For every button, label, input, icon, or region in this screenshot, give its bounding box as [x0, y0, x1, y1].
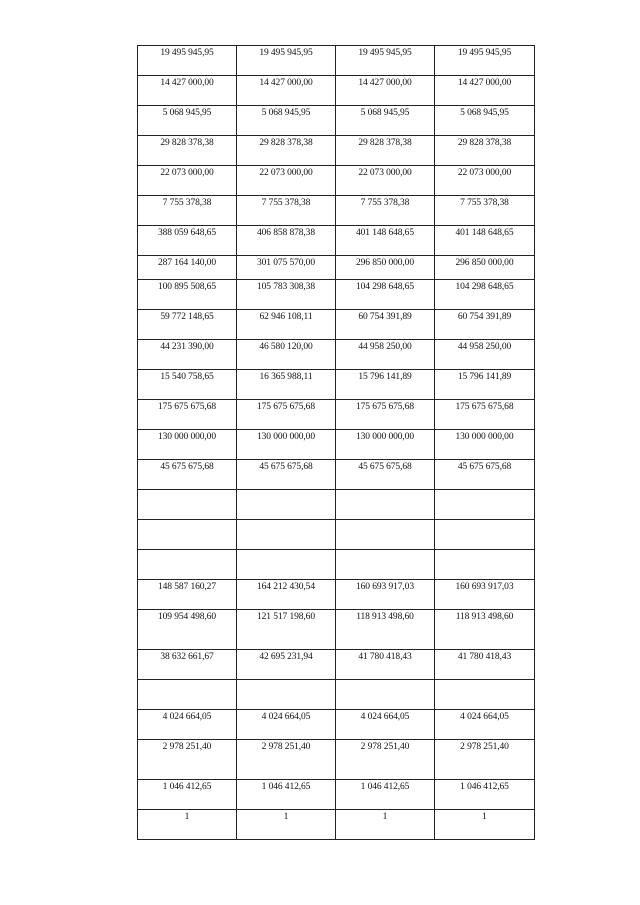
- table-cell: [237, 106, 336, 136]
- table-cell: [435, 580, 535, 610]
- table-cell: [138, 106, 237, 136]
- table-row: [138, 370, 535, 400]
- table-cell: [435, 340, 535, 370]
- table-cell: [138, 780, 237, 810]
- table-row: [138, 310, 535, 340]
- table-cell: [435, 310, 535, 340]
- cell-value: 104 298 648,65: [455, 282, 514, 292]
- table-cell: [138, 46, 237, 76]
- cell-value: 29 828 378,38: [358, 138, 412, 148]
- table-cell: [237, 310, 336, 340]
- table-cell: [138, 430, 237, 460]
- table-row: [138, 226, 535, 256]
- table-cell: [138, 460, 237, 490]
- table-cell: [435, 196, 535, 226]
- table-cell: [237, 490, 336, 520]
- cell-value: 45 675 675,68: [457, 462, 512, 472]
- cell-value: 5 068 945,95: [460, 108, 509, 118]
- table-cell: [138, 166, 237, 196]
- cell-value: 5 068 945,95: [261, 108, 311, 118]
- cell-value: 38 632 661,67: [160, 652, 214, 662]
- table-row: [138, 430, 535, 460]
- table-cell: [138, 610, 237, 650]
- table-cell: [336, 550, 435, 580]
- cell-value: 5 068 945,95: [162, 108, 212, 118]
- table-cell: [336, 520, 435, 550]
- table-cell: [336, 430, 435, 460]
- cell-value: 1: [283, 812, 289, 822]
- table-cell: [435, 810, 535, 840]
- table-cell: [138, 740, 237, 780]
- cell-value: 5 068 945,95: [360, 108, 410, 118]
- table-cell: [237, 810, 336, 840]
- cell-value: 118 913 498,60: [455, 612, 514, 622]
- table-cell: [435, 226, 535, 256]
- cell-value: [237, 490, 335, 492]
- table-cell: [237, 280, 336, 310]
- cell-value: [138, 490, 236, 492]
- cell-value: 175 675 675,68: [356, 402, 414, 412]
- cell-value: 401 148 648,65: [455, 228, 514, 238]
- table-cell: [237, 166, 336, 196]
- table-row: [138, 650, 535, 680]
- table-cell: [138, 580, 237, 610]
- table-cell: [237, 46, 336, 76]
- table-cell: [336, 256, 435, 280]
- cell-value: 45 675 675,68: [358, 462, 412, 472]
- table-row: [138, 780, 535, 810]
- cell-value: 2 978 251,40: [162, 742, 212, 752]
- table-cell: [336, 710, 435, 740]
- cell-value: [336, 550, 434, 552]
- table-row: [138, 340, 535, 370]
- table-cell: [435, 740, 535, 780]
- table-cell: [138, 520, 237, 550]
- cell-value: 175 675 675,68: [158, 402, 216, 412]
- table-cell: [435, 710, 535, 740]
- cell-value: 301 075 570,00: [257, 258, 315, 268]
- table-cell: [237, 136, 336, 166]
- cell-value: [435, 520, 534, 522]
- cell-value: 14 427 000,00: [358, 78, 412, 88]
- table-cell: [237, 650, 336, 680]
- table-row: [138, 280, 535, 310]
- cell-value: 60 754 391,89: [358, 312, 412, 322]
- cell-value: 7 755 378,38: [460, 198, 509, 208]
- cell-value: 287 164 140,00: [158, 258, 216, 268]
- table-cell: [336, 136, 435, 166]
- table-cell: [237, 370, 336, 400]
- cell-value: 14 427 000,00: [457, 78, 512, 88]
- cell-value: [435, 490, 534, 492]
- table-cell: [336, 340, 435, 370]
- table-cell: [336, 680, 435, 710]
- cell-value: 15 796 141,89: [358, 372, 412, 382]
- table-row: [138, 810, 535, 840]
- cell-value: [336, 490, 434, 492]
- cell-value: 4 024 664,05: [261, 712, 311, 722]
- cell-value: 160 693 917,03: [455, 582, 514, 592]
- table-cell: [336, 106, 435, 136]
- table-row: [138, 76, 535, 106]
- table-row: [138, 740, 535, 780]
- table-cell: [138, 370, 237, 400]
- cell-value: 19 495 945,95: [259, 48, 313, 58]
- table-cell: [237, 740, 336, 780]
- cell-value: 1 046 412,65: [460, 782, 509, 792]
- cell-value: 16 365 988,11: [259, 372, 313, 382]
- table-cell: [435, 430, 535, 460]
- cell-value: 7 755 378,38: [261, 198, 311, 208]
- table-row: [138, 550, 535, 580]
- table-cell: [237, 710, 336, 740]
- cell-value: 41 780 418,43: [358, 652, 412, 662]
- table-cell: [336, 580, 435, 610]
- cell-value: 118 913 498,60: [356, 612, 414, 622]
- table-cell: [138, 810, 237, 840]
- table-cell: [237, 256, 336, 280]
- cell-value: [336, 680, 434, 682]
- budget-table: [137, 45, 535, 840]
- table-cell: [336, 650, 435, 680]
- table-cell: [435, 280, 535, 310]
- cell-value: 401 148 648,65: [356, 228, 414, 238]
- table-cell: [237, 430, 336, 460]
- cell-value: [138, 520, 236, 522]
- cell-value: [435, 550, 534, 552]
- table-row: [138, 610, 535, 650]
- cell-value: [138, 550, 236, 552]
- table-cell: [435, 370, 535, 400]
- table-cell: [336, 226, 435, 256]
- cell-value: 42 695 231,94: [259, 652, 313, 662]
- table-row: [138, 520, 535, 550]
- table-cell: [237, 196, 336, 226]
- cell-value: 45 675 675,68: [259, 462, 313, 472]
- table-cell: [336, 780, 435, 810]
- table-cell: [336, 740, 435, 780]
- cell-value: 109 954 498,60: [158, 612, 216, 622]
- table-row: [138, 196, 535, 226]
- table-cell: [435, 490, 535, 520]
- table-cell: [138, 136, 237, 166]
- table-cell: [336, 280, 435, 310]
- cell-value: 4 024 664,05: [360, 712, 410, 722]
- cell-value: [237, 550, 335, 552]
- cell-value: 164 212 430,54: [257, 582, 315, 592]
- cell-value: 175 675 675,68: [455, 402, 514, 412]
- cell-value: [237, 680, 335, 682]
- table-cell: [237, 780, 336, 810]
- table-cell: [138, 710, 237, 740]
- table-cell: [435, 520, 535, 550]
- cell-value: 41 780 418,43: [457, 652, 512, 662]
- table-row: [138, 680, 535, 710]
- table-cell: [435, 106, 535, 136]
- table-cell: [138, 550, 237, 580]
- table-cell: [138, 680, 237, 710]
- table-cell: [435, 650, 535, 680]
- cell-value: 2 978 251,40: [261, 742, 311, 752]
- table-row: [138, 46, 535, 76]
- cell-value: 1 046 412,65: [360, 782, 410, 792]
- cell-value: 1: [382, 812, 388, 822]
- table-row: [138, 136, 535, 166]
- cell-value: 15 540 758,65: [160, 372, 214, 382]
- table-cell: [237, 400, 336, 430]
- table-cell: [435, 680, 535, 710]
- table-cell: [336, 196, 435, 226]
- cell-value: [138, 680, 236, 682]
- cell-value: 2 978 251,40: [460, 742, 509, 752]
- cell-value: 130 000 000,00: [158, 432, 216, 442]
- cell-value: 406 858 878,38: [257, 228, 315, 238]
- table-cell: [138, 226, 237, 256]
- cell-value: 296 850 000,00: [356, 258, 414, 268]
- cell-value: 2 978 251,40: [360, 742, 410, 752]
- table-cell: [336, 810, 435, 840]
- cell-value: 160 693 917,03: [356, 582, 414, 592]
- cell-value: 1 046 412,65: [261, 782, 311, 792]
- table-cell: [435, 460, 535, 490]
- cell-value: 22 073 000,00: [358, 168, 412, 178]
- table-cell: [237, 226, 336, 256]
- cell-value: 1: [184, 812, 190, 822]
- table-row: [138, 400, 535, 430]
- table-cell: [435, 166, 535, 196]
- table-cell: [435, 46, 535, 76]
- table-cell: [138, 650, 237, 680]
- cell-value: 29 828 378,38: [457, 138, 512, 148]
- cell-value: 175 675 675,68: [257, 402, 315, 412]
- cell-value: 15 796 141,89: [457, 372, 512, 382]
- table-cell: [237, 610, 336, 650]
- cell-value: 14 427 000,00: [259, 78, 313, 88]
- table-cell: [336, 610, 435, 650]
- table-cell: [138, 76, 237, 106]
- table-cell: [336, 76, 435, 106]
- cell-value: 7 755 378,38: [360, 198, 410, 208]
- cell-value: 46 580 120,00: [259, 342, 313, 352]
- table-cell: [138, 490, 237, 520]
- cell-value: 44 958 250,00: [457, 342, 512, 352]
- cell-value: 4 024 664,05: [460, 712, 509, 722]
- table-cell: [237, 520, 336, 550]
- table-cell: [237, 340, 336, 370]
- table-row: [138, 256, 535, 280]
- cell-value: 105 783 308,38: [257, 282, 315, 292]
- cell-value: 22 073 000,00: [259, 168, 313, 178]
- cell-value: 104 298 648,65: [356, 282, 414, 292]
- cell-value: 130 000 000,00: [257, 432, 315, 442]
- table-cell: [237, 680, 336, 710]
- table-cell: [435, 256, 535, 280]
- table-cell: [237, 76, 336, 106]
- cell-value: 7 755 378,38: [162, 198, 212, 208]
- table-cell: [138, 256, 237, 280]
- table-cell: [435, 400, 535, 430]
- table-row: [138, 106, 535, 136]
- cell-value: [336, 520, 434, 522]
- cell-value: 44 231 390,00: [160, 342, 214, 352]
- table-row: [138, 580, 535, 610]
- cell-value: 29 828 378,38: [259, 138, 313, 148]
- budget-table-body: [138, 46, 535, 840]
- cell-value: 60 754 391,89: [457, 312, 512, 322]
- cell-value: 19 495 945,95: [358, 48, 412, 58]
- table-cell: [435, 610, 535, 650]
- cell-value: 130 000 000,00: [455, 432, 514, 442]
- cell-value: 45 675 675,68: [160, 462, 214, 472]
- cell-value: 29 828 378,38: [160, 138, 214, 148]
- table-cell: [336, 490, 435, 520]
- cell-value: 296 850 000,00: [455, 258, 514, 268]
- table-cell: [336, 460, 435, 490]
- table-row: [138, 490, 535, 520]
- table-cell: [435, 76, 535, 106]
- cell-value: 388 059 648,65: [158, 228, 216, 238]
- cell-value: [435, 680, 534, 682]
- table-cell: [336, 400, 435, 430]
- table-row: [138, 710, 535, 740]
- cell-value: 121 517 198,60: [257, 612, 315, 622]
- cell-value: [237, 520, 335, 522]
- cell-value: 148 587 160,27: [158, 582, 216, 592]
- table-cell: [435, 136, 535, 166]
- table-cell: [336, 370, 435, 400]
- cell-value: 19 495 945,95: [160, 48, 214, 58]
- cell-value: 22 073 000,00: [160, 168, 214, 178]
- cell-value: 1: [482, 812, 487, 822]
- table-cell: [138, 196, 237, 226]
- table-cell: [435, 550, 535, 580]
- cell-value: 44 958 250,00: [358, 342, 412, 352]
- table-cell: [237, 460, 336, 490]
- table-row: [138, 166, 535, 196]
- table-cell: [336, 46, 435, 76]
- table-cell: [138, 280, 237, 310]
- table-cell: [138, 400, 237, 430]
- cell-value: 1 046 412,65: [162, 782, 212, 792]
- cell-value: 62 946 108,11: [259, 312, 313, 322]
- table-cell: [336, 166, 435, 196]
- table-cell: [237, 580, 336, 610]
- cell-value: 22 073 000,00: [457, 168, 512, 178]
- cell-value: 59 772 148,65: [160, 312, 214, 322]
- cell-value: 19 495 945,95: [457, 48, 512, 58]
- table-cell: [138, 340, 237, 370]
- table-cell: [336, 310, 435, 340]
- cell-value: 4 024 664,05: [162, 712, 212, 722]
- cell-value: 14 427 000,00: [160, 78, 214, 88]
- table-cell: [138, 310, 237, 340]
- table-row: [138, 460, 535, 490]
- table-cell: [435, 780, 535, 810]
- cell-value: 100 895 508,65: [158, 282, 216, 292]
- cell-value: 130 000 000,00: [356, 432, 414, 442]
- table-cell: [237, 550, 336, 580]
